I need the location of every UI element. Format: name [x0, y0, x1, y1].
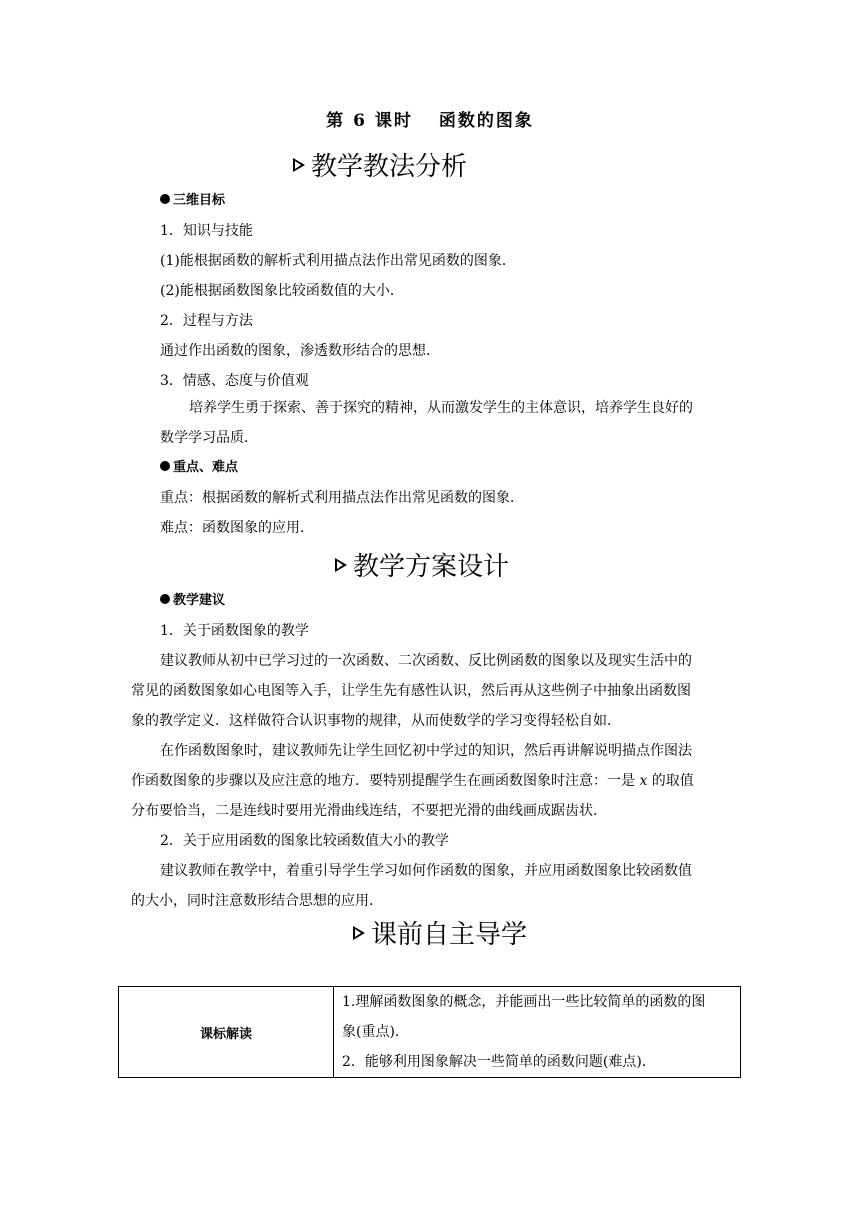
goals-heading: 三维目标: [160, 186, 740, 216]
advice-topic-2: 2．关于应用函数的图象比较函数值大小的教学: [160, 833, 449, 849]
triangle-marker-icon: [293, 158, 305, 172]
section-heading-analysis: 教学教法分析: [0, 146, 810, 183]
advice-block: [160, 586, 740, 646]
bullet-dot-icon: [160, 461, 170, 471]
standard-line-1b: 象(重点)．: [342, 1024, 409, 1040]
key-difficulty: 难点：函数图象的应用．: [160, 520, 314, 536]
triangle-marker-icon: [335, 558, 347, 572]
key-heading: 重点、难点: [160, 453, 740, 483]
standard-line-1a: 1.理解函数图象的概念，并能画出一些比较简单的函数的图: [342, 994, 706, 1010]
process-item: 通过作出函数的图象，渗透数形结合的思想．: [160, 343, 440, 359]
advice-p2-line2: 作函数图象的步骤以及应注意的地方．要特别提醒学生在画函数图象时注意：一是 x 的取值: [131, 773, 694, 789]
advice-topic-1: 1．关于函数图象的教学: [160, 623, 309, 639]
standard-line-2: 2．能够利用图象解决一些简单的函数问题(难点)．: [342, 1054, 656, 1070]
emotion-title: 3．情感、态度与价值观: [160, 373, 309, 389]
advice-p1-line1: 建议教师从初中已学习过的一次函数、二次函数、反比例函数的图象以及现实生活中的: [160, 653, 692, 669]
advice-p1-line3: 象的教学定义．这样做符合认识事物的规律，从而使数学的学习变得轻松自如．: [131, 713, 621, 729]
section-heading-preview: 课前自主导学: [10, 914, 860, 951]
knowledge-item-2: (2)能根据函数图象比较函数值的大小．: [160, 283, 404, 299]
lesson-number: 第 6 课时: [326, 111, 413, 131]
advice-p3-line2: 的大小，同时注意数形结合思想的应用．: [131, 893, 383, 909]
process-title: 2．过程与方法: [160, 313, 253, 329]
advice-p2-line1: 在作函数图象时，建议教师先让学生回忆初中学过的知识，然后再讲解说明描点作图法: [160, 743, 692, 759]
lesson-title: [0, 106, 860, 131]
table-row: [119, 987, 741, 1078]
bullet-dot-icon: [160, 594, 170, 604]
advice-p2-line3: 分布要恰当，二是连线时要用光滑曲线连结，不要把光滑的曲线画成踞齿状．: [131, 803, 607, 819]
knowledge-item-1: (1)能根据函数的解析式利用描点法作出常见函数的图象．: [160, 253, 516, 269]
emotion-paragraph: 培养学生勇于探索、善于探究的精神，从而激发学生的主体意识，培养学生良好的 数学学习品质．: [160, 400, 693, 446]
curriculum-standard-table: [118, 986, 741, 1078]
section-heading-design: 教学方案设计: [0, 546, 852, 583]
standard-label-cell: 课标解读: [119, 987, 334, 1078]
advice-p1-line2: 常见的函数图象如心电图等入手，让学生先有感性认识，然后再从这些例子中抽象出函数图: [131, 683, 691, 699]
advice-paragraphs: [131, 646, 741, 916]
bullet-dot-icon: [160, 194, 170, 204]
standard-content-cell: [334, 987, 741, 1078]
advice-heading: 教学建议: [160, 586, 740, 616]
lesson-topic: 函数的图象: [438, 111, 534, 131]
key-focus: 重点：根据函数的解析式利用描点法作出常见函数的图象．: [160, 490, 524, 506]
goals-block: [160, 186, 740, 396]
knowledge-title: 1．知识与技能: [160, 223, 253, 239]
key-points-block: [160, 453, 740, 543]
triangle-marker-icon: [353, 926, 365, 940]
advice-p3-line1: 建议教师在教学中，着重引导学生学习如何作函数的图象，并应用函数图象比较函数值: [160, 863, 692, 879]
